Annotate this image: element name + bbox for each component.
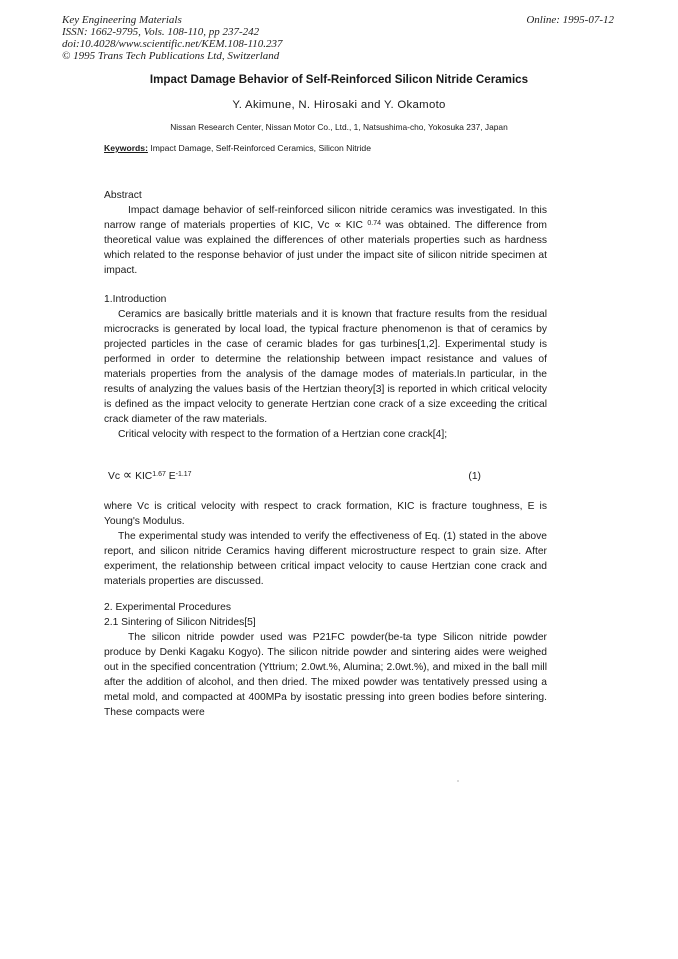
introduction-heading: 1.Introduction — [104, 294, 167, 305]
authors: Y. Akimune, N. Hirosaki and Y. Okamoto — [232, 99, 446, 111]
abstract-exponent: 0.74 — [367, 220, 381, 227]
introduction-paragraph-1: Ceramics are basically brittle materials and it is known that fracture results from the residual microcracks is generated by local load, the typical fracture phenomenon is that of ceramics by projected particles in the case of ceramic blades for gas turbines[1,2]. Experimental study is performed in order to determine the relationship between impact resistance and values of materials properties from the analysis of the damage modes of materials.In particular, in the results of analyzing the values basis of the Hertzian theory[3] is reported in which critical velocity is defined as the impact velocity to generate Hertzian cone crack of a size exceeding the critical crack diameter of the raw materials. — [104, 309, 547, 425]
proportional-symbol: ∝ — [122, 467, 133, 482]
introduction-paragraph-4: The experimental study was intended to verify the effectiveness of Eq. (1) stated in the above report, and silicon nitride Ceramics having different microstructure respect to grain size. After experiment, the relationship between critical impact velocity to cause Hertzian cone crack and materials properties are discussed. — [104, 531, 547, 587]
paper-title: Impact Damage Behavior of Self-Reinforced Silicon Nitride Ceramics — [149, 73, 529, 86]
experimental-paragraph-1: The silicon nitride powder used was P21FC powder(be-ta type Silicon nitride powder produce by Denki Kagaku Kogyo). The silicon nitride powder and sintering aides were weighed out in the specified concentration (Yttrium; 2.0wt.%, Alumina; 2.0wt.%), and mixed in the ball mill after the addition of alcohol, and then dried. The mixed powder was tentatively pressed using a metal mold, and compacted at 400MPa by isostatic pressing into green bodies before sintering. These compacts were — [104, 632, 547, 718]
affiliation: Nissan Research Center, Nissan Motor Co., Ltd., 1, Natsushima-cho, Yokosuka 237, Japan — [170, 122, 508, 132]
equation-vc: Vc — [108, 471, 121, 482]
abstract-text — [104, 203, 547, 278]
online-date: Online: 1995-07-12 — [526, 14, 614, 26]
experimental-section — [104, 600, 547, 720]
introduction-paragraph-2: Critical velocity with respect to the formation of a Hertzian cone crack[4]; — [118, 429, 448, 440]
equation-kic: KIC — [135, 471, 153, 482]
scan-speck — [457, 780, 459, 782]
keywords — [104, 143, 371, 153]
equation-kic-exponent: 1.67 — [152, 471, 166, 478]
abstract-heading: Abstract — [104, 190, 142, 201]
equation-e-exponent: -1.17 — [175, 471, 192, 478]
introduction-paragraph-3: where Vc is critical velocity with respect to crack formation, KIC is fracture toughness, E is Young's Modulus. — [104, 501, 547, 527]
equation-1 — [104, 469, 547, 484]
running-header — [62, 14, 283, 62]
abstract-text-part-1: Impact damage behavior of self-reinforced silicon nitride ceramics was investigated. In this narrow range of materials properties of KIC, Vc ∝ KIC — [104, 205, 547, 231]
introduction-continued — [104, 499, 547, 589]
experimental-subheading: 2.1 Sintering of Silicon Nitrides[5] — [104, 617, 256, 628]
doi-line: doi:10.4028/www.scientific.net/KEM.108-110.237 — [62, 38, 283, 50]
journal-name: Key Engineering Materials — [62, 14, 182, 26]
introduction-section — [104, 292, 547, 442]
issn-line: ISSN: 1662-9795, Vols. 108-110, pp 237-242 — [62, 26, 260, 38]
abstract-text-part-2: was obtained. The difference from theoretical value was explained the differences of other materials properties such as hardness which related to the response behavior of just under the impact site of silicon nitride specimen at impact. — [104, 220, 547, 276]
experimental-heading: 2. Experimental Procedures — [104, 602, 232, 613]
keywords-label: Keywords: — [104, 143, 148, 153]
abstract-section — [104, 188, 547, 278]
equation-number: (1) — [468, 471, 481, 482]
copyright-line: © 1995 Trans Tech Publications Ltd, Switzerland — [62, 50, 280, 62]
keywords-text: Impact Damage, Self-Reinforced Ceramics, Silicon Nitride — [150, 143, 371, 153]
equation-e: E — [168, 471, 176, 482]
